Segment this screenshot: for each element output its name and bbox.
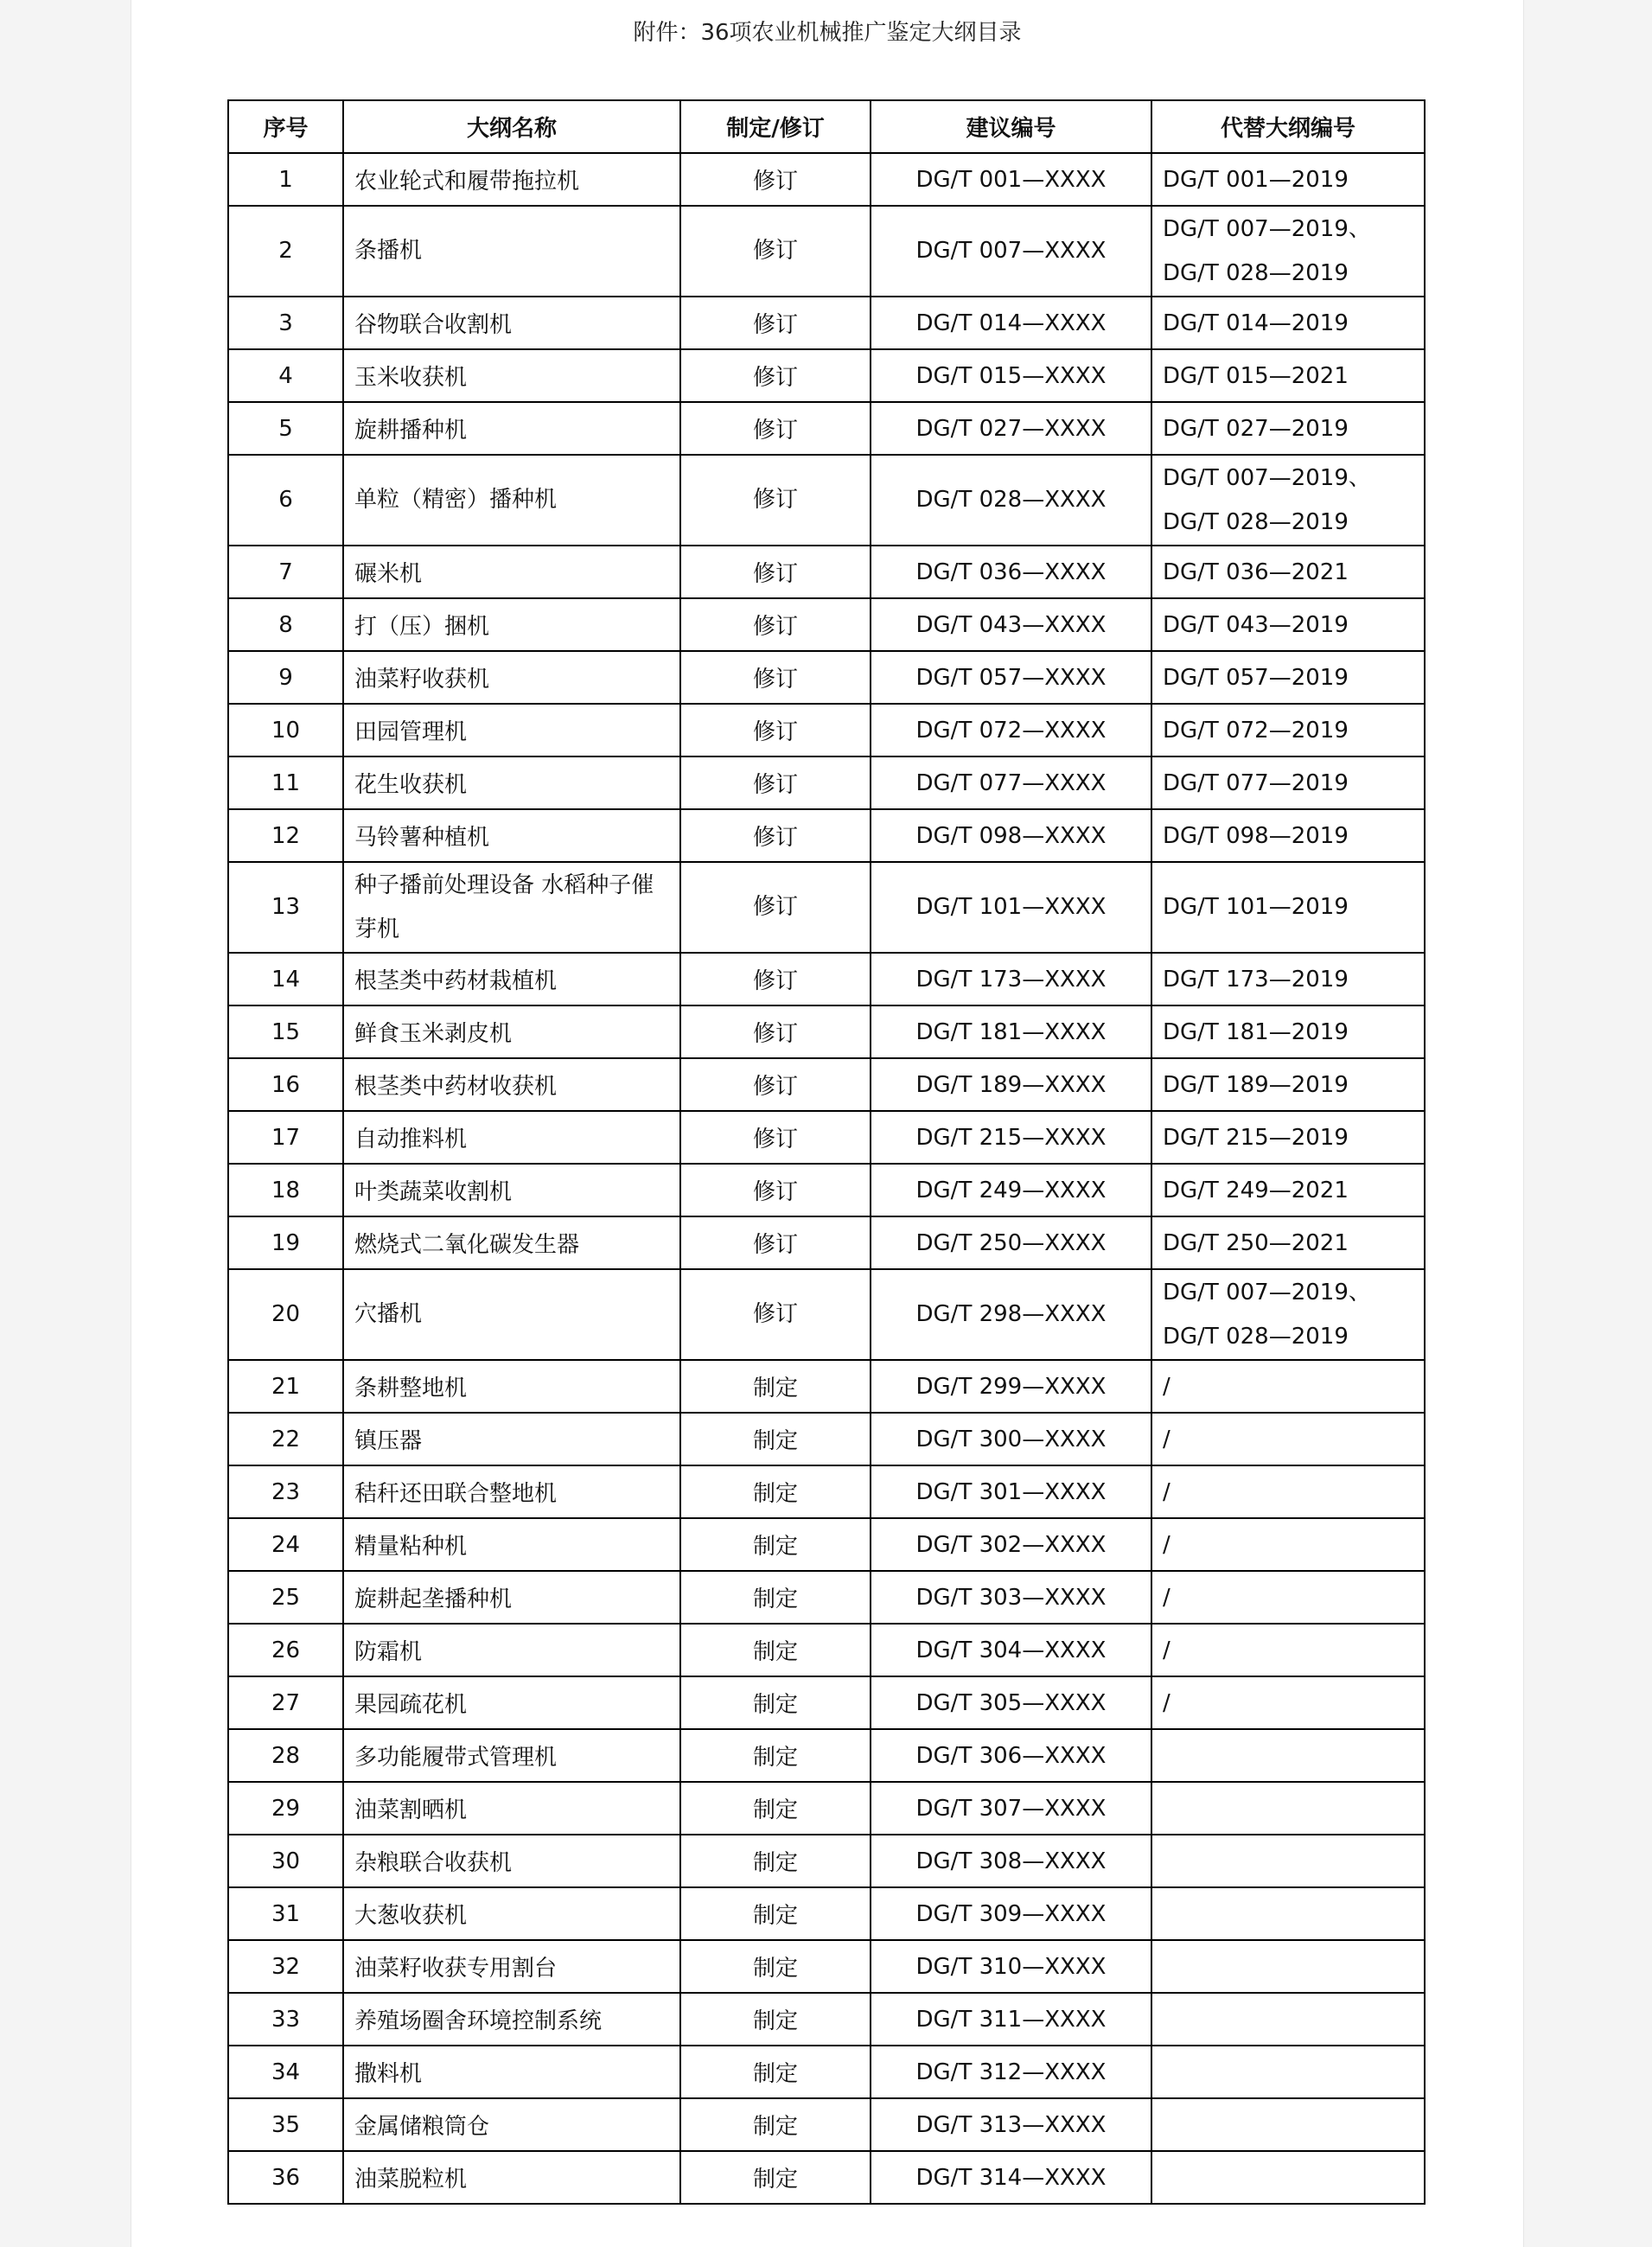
row-replaced-code <box>1151 756 1425 809</box>
row-type: 制定 <box>680 1571 871 1624</box>
row-replaced-code <box>1151 2151 1425 2204</box>
replaced-code-line: DG/T 173—2019 <box>1163 966 1349 993</box>
row-number: 22 <box>228 1413 343 1465</box>
row-number: 24 <box>228 1518 343 1571</box>
row-outline-name: 根茎类中药材收获机 <box>343 1058 680 1111</box>
row-type: 制定 <box>680 2098 871 2151</box>
row-proposed-code: DG/T 250—XXXX <box>871 1216 1151 1269</box>
row-type: 制定 <box>680 1887 871 1940</box>
row-type: 制定 <box>680 1518 871 1571</box>
row-outline-name: 打（压）捆机 <box>343 598 680 651</box>
row-replaced-code <box>1151 206 1425 297</box>
table-row <box>228 1360 1425 1413</box>
row-outline-name: 镇压器 <box>343 1413 680 1465</box>
row-proposed-code: DG/T 001—XXXX <box>871 153 1151 206</box>
row-replaced-code <box>1151 809 1425 862</box>
row-type: 修订 <box>680 402 871 455</box>
row-type: 修订 <box>680 546 871 598</box>
row-outline-name: 条播机 <box>343 206 680 297</box>
header-name: 大纲名称 <box>343 100 680 153</box>
table-row <box>228 1269 1425 1360</box>
header-type: 制定/修订 <box>680 100 871 153</box>
row-replaced-code <box>1151 862 1425 953</box>
replaced-code-line: DG/T 028—2019 <box>1163 259 1349 286</box>
row-number: 32 <box>228 1940 343 1993</box>
replaced-code-line: / <box>1163 1689 1170 1716</box>
row-replaced-code <box>1151 2098 1425 2151</box>
row-outline-name: 玉米收获机 <box>343 349 680 402</box>
row-proposed-code: DG/T 189—XXXX <box>871 1058 1151 1111</box>
row-number: 11 <box>228 756 343 809</box>
replaced-code-line: DG/T 027—2019 <box>1163 415 1349 442</box>
row-number: 23 <box>228 1465 343 1518</box>
row-outline-name: 条耕整地机 <box>343 1360 680 1413</box>
replaced-code-line: DG/T 001—2019 <box>1163 166 1349 193</box>
table-row <box>228 546 1425 598</box>
table-row <box>228 1887 1425 1940</box>
row-replaced-code <box>1151 1624 1425 1676</box>
row-number: 28 <box>228 1729 343 1782</box>
row-replaced-code <box>1151 1887 1425 1940</box>
row-proposed-code: DG/T 307—XXXX <box>871 1782 1151 1835</box>
row-number: 13 <box>228 862 343 953</box>
table-row <box>228 1571 1425 1624</box>
replaced-code-line: DG/T 007—2019、 <box>1163 215 1371 242</box>
row-outline-name: 精量粘种机 <box>343 1518 680 1571</box>
row-proposed-code: DG/T 308—XXXX <box>871 1835 1151 1887</box>
row-proposed-code: DG/T 311—XXXX <box>871 1993 1151 2046</box>
replaced-code-line: DG/T 028—2019 <box>1163 1323 1349 1350</box>
row-replaced-code <box>1151 704 1425 756</box>
document-page <box>131 0 1524 2247</box>
replaced-code-line: DG/T 015—2021 <box>1163 362 1349 389</box>
table-body <box>228 153 1425 2204</box>
row-proposed-code: DG/T 101—XXXX <box>871 862 1151 953</box>
table-row <box>228 2098 1425 2151</box>
row-outline-name: 旋耕起垄播种机 <box>343 1571 680 1624</box>
table-row <box>228 1940 1425 1993</box>
row-proposed-code: DG/T 310—XXXX <box>871 1940 1151 1993</box>
row-proposed-code: DG/T 057—XXXX <box>871 651 1151 704</box>
replaced-code-line: DG/T 057—2019 <box>1163 664 1349 691</box>
table-row <box>228 756 1425 809</box>
replaced-code-line: DG/T 014—2019 <box>1163 310 1349 336</box>
table-row <box>228 349 1425 402</box>
replaced-code-line: DG/T 028—2019 <box>1163 508 1349 535</box>
row-replaced-code <box>1151 1005 1425 1058</box>
row-proposed-code: DG/T 036—XXXX <box>871 546 1151 598</box>
row-type: 制定 <box>680 2151 871 2204</box>
row-proposed-code: DG/T 309—XXXX <box>871 1887 1151 1940</box>
row-outline-name: 谷物联合收割机 <box>343 297 680 349</box>
row-number: 3 <box>228 297 343 349</box>
row-number: 7 <box>228 546 343 598</box>
replaced-code-line: / <box>1163 1478 1170 1505</box>
table-row <box>228 1465 1425 1518</box>
row-replaced-code <box>1151 1111 1425 1164</box>
row-type: 制定 <box>680 1993 871 2046</box>
replaced-code-line: DG/T 036—2021 <box>1163 559 1349 585</box>
table-row <box>228 455 1425 546</box>
row-outline-name: 田园管理机 <box>343 704 680 756</box>
row-proposed-code: DG/T 215—XXXX <box>871 1111 1151 1164</box>
row-replaced-code <box>1151 651 1425 704</box>
row-type: 修订 <box>680 153 871 206</box>
table-row <box>228 809 1425 862</box>
row-type: 制定 <box>680 1360 871 1413</box>
row-replaced-code <box>1151 1940 1425 1993</box>
row-type: 制定 <box>680 1940 871 1993</box>
row-type: 制定 <box>680 2046 871 2098</box>
row-outline-name: 根茎类中药材栽植机 <box>343 953 680 1005</box>
row-number: 9 <box>228 651 343 704</box>
row-number: 34 <box>228 2046 343 2098</box>
replaced-code-line: DG/T 101—2019 <box>1163 894 1349 920</box>
row-type: 修订 <box>680 704 871 756</box>
replaced-code-line: DG/T 098—2019 <box>1163 822 1349 849</box>
row-proposed-code: DG/T 043—XXXX <box>871 598 1151 651</box>
row-outline-name: 撒料机 <box>343 2046 680 2098</box>
row-number: 29 <box>228 1782 343 1835</box>
row-type: 修订 <box>680 349 871 402</box>
replaced-code-line: DG/T 072—2019 <box>1163 717 1349 744</box>
row-replaced-code <box>1151 1413 1425 1465</box>
row-replaced-code <box>1151 153 1425 206</box>
table-row <box>228 2046 1425 2098</box>
row-type: 制定 <box>680 1624 871 1676</box>
table-row <box>228 1413 1425 1465</box>
row-type: 制定 <box>680 1676 871 1729</box>
row-proposed-code: DG/T 015—XXXX <box>871 349 1151 402</box>
row-number: 36 <box>228 2151 343 2204</box>
row-type: 制定 <box>680 1782 871 1835</box>
row-number: 19 <box>228 1216 343 1269</box>
table-row <box>228 1729 1425 1782</box>
table-row <box>228 1216 1425 1269</box>
page-title: 附件：36项农业机械推广鉴定大纲目录 <box>633 20 1022 46</box>
row-type: 修订 <box>680 297 871 349</box>
row-outline-name: 旋耕播种机 <box>343 402 680 455</box>
replaced-code-line: DG/T 007—2019、 <box>1163 464 1371 491</box>
row-number: 2 <box>228 206 343 297</box>
row-proposed-code: DG/T 303—XXXX <box>871 1571 1151 1624</box>
row-type: 修订 <box>680 455 871 546</box>
table-row <box>228 651 1425 704</box>
row-proposed-code: DG/T 298—XXXX <box>871 1269 1151 1360</box>
row-replaced-code <box>1151 2046 1425 2098</box>
row-number: 31 <box>228 1887 343 1940</box>
table-row <box>228 2151 1425 2204</box>
table-row <box>228 153 1425 206</box>
row-proposed-code: DG/T 302—XXXX <box>871 1518 1151 1571</box>
row-outline-name: 燃烧式二氧化碳发生器 <box>343 1216 680 1269</box>
row-replaced-code <box>1151 1518 1425 1571</box>
header-replace: 代替大纲编号 <box>1151 100 1425 153</box>
row-proposed-code: DG/T 300—XXXX <box>871 1413 1151 1465</box>
row-proposed-code: DG/T 305—XXXX <box>871 1676 1151 1729</box>
row-proposed-code: DG/T 028—XXXX <box>871 455 1151 546</box>
row-outline-name: 穴播机 <box>343 1269 680 1360</box>
row-number: 30 <box>228 1835 343 1887</box>
row-outline-name: 防霜机 <box>343 1624 680 1676</box>
row-type: 修订 <box>680 1058 871 1111</box>
row-replaced-code <box>1151 1164 1425 1216</box>
row-type: 修订 <box>680 206 871 297</box>
table-row <box>228 297 1425 349</box>
row-number: 33 <box>228 1993 343 2046</box>
table-row <box>228 1164 1425 1216</box>
table-row <box>228 1518 1425 1571</box>
table-row <box>228 704 1425 756</box>
table-row <box>228 402 1425 455</box>
row-replaced-code <box>1151 1676 1425 1729</box>
row-replaced-code <box>1151 349 1425 402</box>
header-code: 建议编号 <box>871 100 1151 153</box>
row-number: 1 <box>228 153 343 206</box>
row-number: 17 <box>228 1111 343 1164</box>
row-replaced-code <box>1151 953 1425 1005</box>
row-outline-name: 油菜脱粒机 <box>343 2151 680 2204</box>
row-number: 26 <box>228 1624 343 1676</box>
replaced-code-line: DG/T 189—2019 <box>1163 1071 1349 1098</box>
row-outline-name: 花生收获机 <box>343 756 680 809</box>
row-outline-name: 种子播前处理设备 水稻种子催芽机 <box>343 862 680 953</box>
row-outline-name: 养殖场圈舍环境控制系统 <box>343 1993 680 2046</box>
row-outline-name: 农业轮式和履带拖拉机 <box>343 153 680 206</box>
row-type: 制定 <box>680 1835 871 1887</box>
row-outline-name: 自动推料机 <box>343 1111 680 1164</box>
row-proposed-code: DG/T 014—XXXX <box>871 297 1151 349</box>
row-replaced-code <box>1151 1835 1425 1887</box>
row-replaced-code <box>1151 598 1425 651</box>
row-proposed-code: DG/T 249—XXXX <box>871 1164 1151 1216</box>
row-number: 12 <box>228 809 343 862</box>
row-proposed-code: DG/T 304—XXXX <box>871 1624 1151 1676</box>
row-outline-name: 油菜籽收获专用割台 <box>343 1940 680 1993</box>
row-type: 制定 <box>680 1729 871 1782</box>
replaced-code-line: DG/T 077—2019 <box>1163 769 1349 796</box>
replaced-code-line: DG/T 249—2021 <box>1163 1177 1349 1203</box>
row-outline-name: 大葱收获机 <box>343 1887 680 1940</box>
row-proposed-code: DG/T 306—XXXX <box>871 1729 1151 1782</box>
row-outline-name: 油菜割晒机 <box>343 1782 680 1835</box>
row-outline-name: 叶类蔬菜收割机 <box>343 1164 680 1216</box>
row-outline-name: 油菜籽收获机 <box>343 651 680 704</box>
row-replaced-code <box>1151 546 1425 598</box>
row-type: 修订 <box>680 1111 871 1164</box>
row-number: 25 <box>228 1571 343 1624</box>
row-replaced-code <box>1151 1729 1425 1782</box>
row-number: 18 <box>228 1164 343 1216</box>
row-replaced-code <box>1151 1782 1425 1835</box>
row-type: 修订 <box>680 809 871 862</box>
replaced-code-line: DG/T 215—2019 <box>1163 1124 1349 1151</box>
table-row <box>228 1993 1425 2046</box>
row-proposed-code: DG/T 077—XXXX <box>871 756 1151 809</box>
row-number: 16 <box>228 1058 343 1111</box>
replaced-code-line: / <box>1163 1373 1170 1400</box>
row-proposed-code: DG/T 027—XXXX <box>871 402 1151 455</box>
row-replaced-code <box>1151 297 1425 349</box>
row-proposed-code: DG/T 173—XXXX <box>871 953 1151 1005</box>
table-row <box>228 1005 1425 1058</box>
table-row <box>228 598 1425 651</box>
row-replaced-code <box>1151 1571 1425 1624</box>
row-type: 修订 <box>680 1005 871 1058</box>
catalog-table <box>227 99 1426 2205</box>
row-proposed-code: DG/T 098—XXXX <box>871 809 1151 862</box>
row-replaced-code <box>1151 1269 1425 1360</box>
replaced-code-line: DG/T 181—2019 <box>1163 1018 1349 1045</box>
row-number: 8 <box>228 598 343 651</box>
row-proposed-code: DG/T 007—XXXX <box>871 206 1151 297</box>
replaced-code-line: / <box>1163 1637 1170 1663</box>
row-outline-name: 单粒（精密）播种机 <box>343 455 680 546</box>
row-proposed-code: DG/T 181—XXXX <box>871 1005 1151 1058</box>
table-row <box>228 206 1425 297</box>
row-replaced-code <box>1151 402 1425 455</box>
row-outline-name: 碾米机 <box>343 546 680 598</box>
row-number: 20 <box>228 1269 343 1360</box>
row-number: 27 <box>228 1676 343 1729</box>
row-type: 修订 <box>680 651 871 704</box>
row-replaced-code <box>1151 1465 1425 1518</box>
row-outline-name: 马铃薯种植机 <box>343 809 680 862</box>
row-replaced-code <box>1151 1216 1425 1269</box>
row-type: 修订 <box>680 598 871 651</box>
table-row <box>228 1835 1425 1887</box>
header-no: 序号 <box>228 100 343 153</box>
replaced-code-line: / <box>1163 1584 1170 1611</box>
row-number: 21 <box>228 1360 343 1413</box>
table-header-row <box>228 100 1425 153</box>
table-row <box>228 1624 1425 1676</box>
row-proposed-code: DG/T 314—XXXX <box>871 2151 1151 2204</box>
row-type: 修订 <box>680 1269 871 1360</box>
replaced-code-line: DG/T 250—2021 <box>1163 1229 1349 1256</box>
replaced-code-line: DG/T 043—2019 <box>1163 611 1349 638</box>
row-proposed-code: DG/T 072—XXXX <box>871 704 1151 756</box>
row-type: 修订 <box>680 1216 871 1269</box>
row-outline-name: 杂粮联合收获机 <box>343 1835 680 1887</box>
row-proposed-code: DG/T 312—XXXX <box>871 2046 1151 2098</box>
row-number: 6 <box>228 455 343 546</box>
row-type: 修订 <box>680 1164 871 1216</box>
row-replaced-code <box>1151 1993 1425 2046</box>
row-type: 制定 <box>680 1413 871 1465</box>
row-proposed-code: DG/T 299—XXXX <box>871 1360 1151 1413</box>
row-outline-name: 秸秆还田联合整地机 <box>343 1465 680 1518</box>
row-type: 修订 <box>680 953 871 1005</box>
row-outline-name: 鲜食玉米剥皮机 <box>343 1005 680 1058</box>
row-replaced-code <box>1151 455 1425 546</box>
table-row <box>228 1111 1425 1164</box>
table-row <box>228 953 1425 1005</box>
row-number: 5 <box>228 402 343 455</box>
table-row <box>228 1058 1425 1111</box>
replaced-code-line: / <box>1163 1426 1170 1452</box>
row-number: 15 <box>228 1005 343 1058</box>
row-type: 制定 <box>680 1465 871 1518</box>
row-number: 4 <box>228 349 343 402</box>
row-proposed-code: DG/T 313—XXXX <box>871 2098 1151 2151</box>
table-row <box>228 862 1425 953</box>
row-outline-name: 金属储粮筒仓 <box>343 2098 680 2151</box>
row-number: 14 <box>228 953 343 1005</box>
row-type: 修订 <box>680 862 871 953</box>
row-outline-name: 果园疏花机 <box>343 1676 680 1729</box>
replaced-code-line: / <box>1163 1531 1170 1558</box>
table-row <box>228 1782 1425 1835</box>
row-proposed-code: DG/T 301—XXXX <box>871 1465 1151 1518</box>
row-number: 10 <box>228 704 343 756</box>
row-type: 修订 <box>680 756 871 809</box>
row-replaced-code <box>1151 1058 1425 1111</box>
replaced-code-line: DG/T 007—2019、 <box>1163 1279 1371 1305</box>
row-outline-name: 多功能履带式管理机 <box>343 1729 680 1782</box>
table-row <box>228 1676 1425 1729</box>
row-replaced-code <box>1151 1360 1425 1413</box>
row-number: 35 <box>228 2098 343 2151</box>
